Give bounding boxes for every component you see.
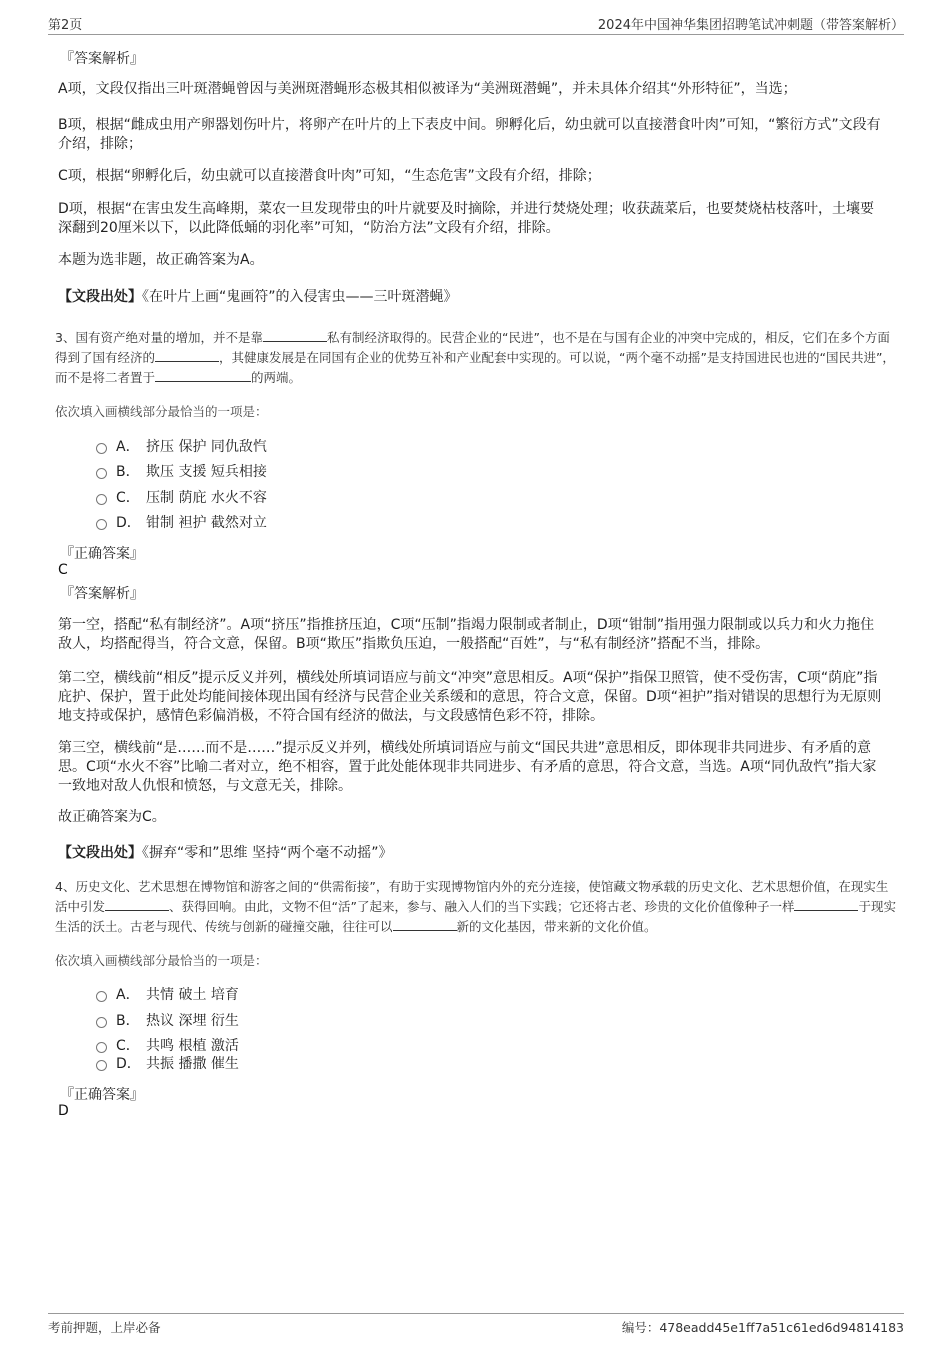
radio-icon[interactable]	[96, 1060, 107, 1071]
q2-analysis-para-c: C项，根据“卵孵化后，幼虫就可以直接潜食叶肉”可知，“生态危害”文段有介绍，排除；	[58, 168, 601, 184]
q4-prompt: 依次填入画横线部分最恰当的一项是：	[55, 953, 268, 968]
document-code-value: 478eadd45e1ff7a51c61ed6d94814183	[659, 1320, 904, 1335]
q3-text-part: ，其健康发展是在同国有企业的优势互补和产业配套中实现的。可以说，“两个毫不动摇”是支持国进民也进的“国民共进”，而不是将二者置于	[55, 350, 895, 385]
q3-text-part: 的两端。	[251, 370, 302, 385]
radio-icon[interactable]	[96, 1042, 107, 1053]
q3-analysis-para-2: 第二空，横线前“相反”提示反义并列，横线处所填词语应与前文“冲突”意思相反。A项“保护”指保卫照管，使不受伤害，C项“荫庇”指庇护、保护，置于此处均能间接体现出国有经济与民营企业关系缓和的意思，符合文意，保留。D项“袒护”指对错误的思想行为无原则地支持或保护，感情色彩偏消极，不符合国有经济的做法，与文段感情色彩不符，排除。	[58, 670, 882, 724]
q3-source	[58, 842, 392, 862]
q3-correct-answer: C	[58, 562, 68, 578]
radio-icon[interactable]	[96, 991, 107, 1002]
q4-correct-answer: D	[58, 1103, 69, 1119]
page-footer	[48, 1313, 904, 1339]
document-code-label: 编号：	[621, 1320, 660, 1335]
q4-text-part: 4、历史文化、艺术思想在博物馆和游客之间的“供需衔接”，有助于实现博物馆内外的充分连接，使馆藏文物承载的历史文化、艺术思想价值，在现实生活中引发	[55, 879, 889, 914]
q4-option-a[interactable]: A． 共情 破土 培育	[96, 985, 239, 1005]
q4-blank-2	[794, 898, 858, 911]
document-code	[622, 1318, 904, 1336]
q3-prompt: 依次填入画横线部分最恰当的一项是：	[55, 404, 268, 419]
radio-icon[interactable]	[96, 443, 107, 454]
q4-correct-label: 『正确答案』	[60, 1087, 144, 1103]
q2-analysis-para-b: B项，根据“雌成虫用产卵器划伤叶片，将卵产在叶片的上下表皮中间。卵孵化后，幼虫就可以直接潜食叶肉”可知，“繁衍方式”文段有介绍，排除；	[58, 117, 881, 152]
document-title: 2024年中国神华集团招聘笔试冲刺题（带答案解析）	[597, 18, 904, 33]
q3-question-text	[55, 328, 897, 388]
q3-analysis-para-3: 第三空，横线前“是……而不是……”提示反义并列，横线处所填词语应与前文“国民共进”意思相反，即体现非共同进步、有矛盾的意思。C项“水火不容”比喻二者对立，绝不相容，置于此处能体现非共同进步、有矛盾的意思，符合文意，当选。A项“同仇敌忾”指大家一致地对敌人仇恨和愤怒，与文意无关，排除。	[58, 740, 877, 794]
radio-icon[interactable]	[96, 494, 107, 505]
q4-text-part: 新的文化基因，带来新的文化价值。	[456, 919, 657, 934]
radio-icon[interactable]	[96, 519, 107, 530]
q3-blank-3	[155, 369, 251, 382]
q4-text-part: 于现实生活的沃土。古老与现代、传统与创新的碰撞交融，往往可以	[55, 899, 896, 934]
q4-option-b[interactable]: B． 热议 深埋 衍生	[96, 1011, 239, 1031]
q3-blank-1	[263, 329, 327, 342]
q3-text-part: 私有制经济取得的。民营企业的“民进”，也不是在与国有企业的冲突中完成的，相反，它们在多个方面得到了国有经济的	[55, 330, 890, 365]
q4-option-d[interactable]: D． 共振 播撒 催生	[96, 1054, 239, 1074]
page-number: 第2页	[48, 18, 83, 33]
q4-option-c[interactable]: C． 共鸣 根植 激活	[96, 1036, 239, 1056]
q3-correct-label: 『正确答案』	[60, 546, 144, 562]
q3-option-c[interactable]: C． 压制 荫庇 水火不容	[96, 488, 267, 508]
q2-analysis-para-d: D项，根据“在害虫发生高峰期，菜农一旦发现带虫的叶片就要及时摘除，并进行焚烧处理；收获蔬菜后，也要焚烧枯枝落叶，土壤要深翻到20厘米以下，以此降低蛹的羽化率”可知，“防治方法”文段有介绍，排除。	[58, 201, 875, 236]
q3-blank-2	[155, 349, 219, 362]
q2-conclusion: 本题为选非题，故正确答案为A。	[58, 252, 264, 268]
q4-question-text	[55, 877, 897, 937]
q3-analysis-para-1: 第一空，搭配“私有制经济”。A项“挤压”指推挤压迫，C项“压制”指竭力限制或者制止，D项“钳制”指用强力限制或以兵力和火力拖住敌人，均搭配得当，符合文意，保留。B项“欺压”指欺负压迫，一般搭配“百姓”，与“私有制经济”搭配不当，排除。	[58, 617, 875, 652]
q4-text-part: 、获得回响。由此，文物不但“活”了起来，参与、融入人们的当下实践；它还将古老、珍贵的文化价值像种子一样	[169, 899, 795, 914]
radio-icon[interactable]	[96, 1017, 107, 1028]
q3-text-part: 3、国有资产绝对量的增加，并不是靠	[55, 330, 263, 345]
q2-source	[58, 286, 458, 306]
radio-icon[interactable]	[96, 468, 107, 479]
q2-analysis-para-a: A项，文段仅指出三叶斑潜蝇曾因与美洲斑潜蝇形态极其相似被译为“美洲斑潜蝇”，并未具体介绍其“外形特征”，当选；	[58, 81, 797, 97]
q4-blank-1	[105, 898, 169, 911]
q3-option-b[interactable]: B． 欺压 支援 短兵相接	[96, 462, 267, 482]
q2-source-label: 【文段出处】	[58, 289, 142, 305]
q3-option-d[interactable]: D． 钳制 袒护 截然对立	[96, 513, 267, 533]
q3-source-label: 【文段出处】	[58, 845, 142, 861]
q2-source-text: 《在叶片上画“鬼画符”的入侵害虫——三叶斑潜蝇》	[142, 289, 458, 305]
q3-option-a[interactable]: A． 挤压 保护 同仇敌忾	[96, 437, 267, 457]
q3-analysis-label: 『答案解析』	[60, 586, 144, 602]
q3-conclusion: 故正确答案为C。	[58, 809, 166, 825]
page-header	[48, 14, 904, 35]
q3-source-text: 《摒弃“零和”思维 坚持“两个毫不动摇”》	[142, 845, 393, 861]
q4-blank-3	[393, 918, 457, 931]
q2-analysis-label: 『答案解析』	[60, 51, 144, 67]
footer-slogan: 考前押题，上岸必备	[48, 1320, 161, 1335]
